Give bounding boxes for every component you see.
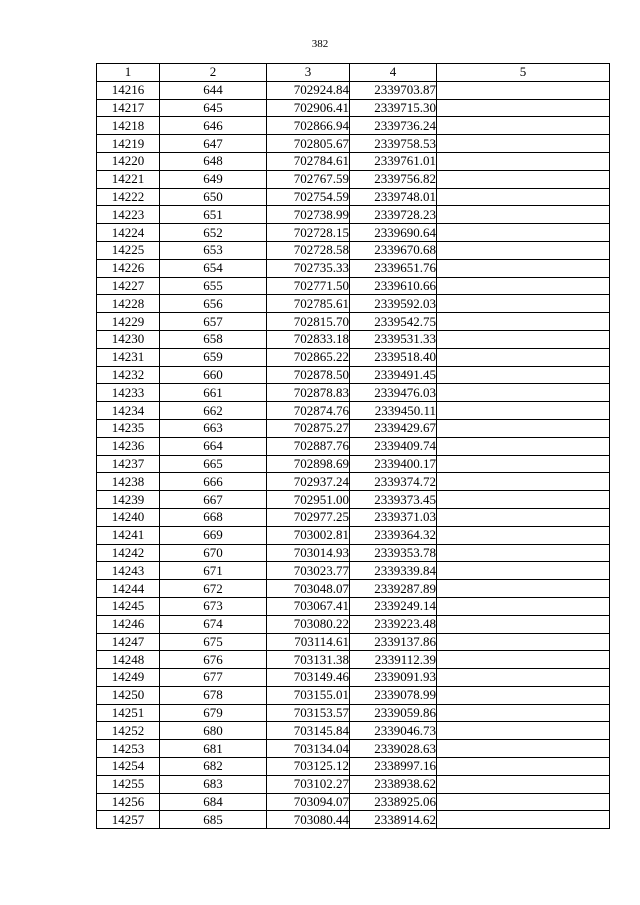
- y-coordinate-cell: 2339373.45: [350, 491, 437, 509]
- point-number-cell: 674: [160, 615, 267, 633]
- y-coordinate-cell: 2339287.89: [350, 580, 437, 598]
- point-number-cell: 663: [160, 419, 267, 437]
- note-cell: [437, 295, 610, 313]
- y-coordinate-cell: 2339112.39: [350, 651, 437, 669]
- row-id-cell: 14254: [97, 758, 160, 776]
- row-id-cell: 14236: [97, 437, 160, 455]
- row-id-cell: 14224: [97, 224, 160, 242]
- row-id-cell: 14230: [97, 330, 160, 348]
- x-coordinate-cell: 703067.41: [267, 597, 350, 615]
- table-row: [97, 117, 610, 135]
- row-id-cell: 14228: [97, 295, 160, 313]
- row-id-cell: 14218: [97, 117, 160, 135]
- table-row: [97, 259, 610, 277]
- x-coordinate-cell: 702805.67: [267, 135, 350, 153]
- column-header-3: 3: [267, 64, 350, 82]
- note-cell: [437, 348, 610, 366]
- point-number-cell: 675: [160, 633, 267, 651]
- row-id-cell: 14247: [97, 633, 160, 651]
- row-id-cell: 14257: [97, 811, 160, 829]
- row-id-cell: 14221: [97, 170, 160, 188]
- y-coordinate-cell: 2339137.86: [350, 633, 437, 651]
- note-cell: [437, 473, 610, 491]
- x-coordinate-cell: 702866.94: [267, 117, 350, 135]
- table-row: [97, 99, 610, 117]
- row-id-cell: 14226: [97, 259, 160, 277]
- x-coordinate-cell: 702738.99: [267, 206, 350, 224]
- note-cell: [437, 330, 610, 348]
- note-cell: [437, 758, 610, 776]
- y-coordinate-cell: 2339078.99: [350, 686, 437, 704]
- y-coordinate-cell: 2338938.62: [350, 775, 437, 793]
- table-row: [97, 135, 610, 153]
- point-number-cell: 682: [160, 758, 267, 776]
- page-number: 382: [311, 38, 329, 50]
- table-row: [97, 224, 610, 242]
- x-coordinate-cell: 703153.57: [267, 704, 350, 722]
- table-row: [97, 473, 610, 491]
- note-cell: [437, 597, 610, 615]
- point-number-cell: 683: [160, 775, 267, 793]
- note-cell: [437, 686, 610, 704]
- table-row: [97, 170, 610, 188]
- note-cell: [437, 241, 610, 259]
- x-coordinate-cell: 702951.00: [267, 491, 350, 509]
- row-id-cell: 14216: [97, 81, 160, 99]
- note-cell: [437, 384, 610, 402]
- table-body: [97, 81, 610, 828]
- row-id-cell: 14243: [97, 562, 160, 580]
- row-id-cell: 14235: [97, 419, 160, 437]
- row-id-cell: 14248: [97, 651, 160, 669]
- y-coordinate-cell: 2339353.78: [350, 544, 437, 562]
- table-row: [97, 366, 610, 384]
- y-coordinate-cell: 2339756.82: [350, 170, 437, 188]
- point-number-cell: 672: [160, 580, 267, 598]
- row-id-cell: 14222: [97, 188, 160, 206]
- row-id-cell: 14253: [97, 740, 160, 758]
- y-coordinate-cell: 2339690.64: [350, 224, 437, 242]
- note-cell: [437, 206, 610, 224]
- table-row: [97, 775, 610, 793]
- note-cell: [437, 419, 610, 437]
- y-coordinate-cell: 2339542.75: [350, 313, 437, 331]
- x-coordinate-cell: 702874.76: [267, 402, 350, 420]
- note-cell: [437, 669, 610, 687]
- row-id-cell: 14220: [97, 152, 160, 170]
- row-id-cell: 14234: [97, 402, 160, 420]
- column-header-4: 4: [350, 64, 437, 82]
- table-row: [97, 348, 610, 366]
- x-coordinate-cell: 702754.59: [267, 188, 350, 206]
- row-id-cell: 14225: [97, 241, 160, 259]
- x-coordinate-cell: 702833.18: [267, 330, 350, 348]
- row-id-cell: 14239: [97, 491, 160, 509]
- column-header-1: 1: [97, 64, 160, 82]
- x-coordinate-cell: 702728.15: [267, 224, 350, 242]
- note-cell: [437, 544, 610, 562]
- x-coordinate-cell: 703080.44: [267, 811, 350, 829]
- point-number-cell: 669: [160, 526, 267, 544]
- point-number-cell: 652: [160, 224, 267, 242]
- row-id-cell: 14237: [97, 455, 160, 473]
- point-number-cell: 677: [160, 669, 267, 687]
- note-cell: [437, 117, 610, 135]
- table-row: [97, 419, 610, 437]
- table-row: [97, 491, 610, 509]
- table-row: [97, 81, 610, 99]
- row-id-cell: 14245: [97, 597, 160, 615]
- y-coordinate-cell: 2339592.03: [350, 295, 437, 313]
- point-number-cell: 656: [160, 295, 267, 313]
- point-number-cell: 655: [160, 277, 267, 295]
- point-number-cell: 645: [160, 99, 267, 117]
- note-cell: [437, 135, 610, 153]
- x-coordinate-cell: 702977.25: [267, 508, 350, 526]
- x-coordinate-cell: 702771.50: [267, 277, 350, 295]
- table-row: [97, 562, 610, 580]
- x-coordinate-cell: 702924.84: [267, 81, 350, 99]
- y-coordinate-cell: 2339610.66: [350, 277, 437, 295]
- column-header-5: 5: [437, 64, 610, 82]
- note-cell: [437, 793, 610, 811]
- y-coordinate-cell: 2339400.17: [350, 455, 437, 473]
- y-coordinate-cell: 2338925.06: [350, 793, 437, 811]
- note-cell: [437, 704, 610, 722]
- x-coordinate-cell: 702784.61: [267, 152, 350, 170]
- point-number-cell: 685: [160, 811, 267, 829]
- point-number-cell: 644: [160, 81, 267, 99]
- y-coordinate-cell: 2339091.93: [350, 669, 437, 687]
- row-id-cell: 14241: [97, 526, 160, 544]
- table-row: [97, 633, 610, 651]
- x-coordinate-cell: 703014.93: [267, 544, 350, 562]
- table-row: [97, 580, 610, 598]
- y-coordinate-cell: 2339223.48: [350, 615, 437, 633]
- point-number-cell: 654: [160, 259, 267, 277]
- note-cell: [437, 224, 610, 242]
- note-cell: [437, 188, 610, 206]
- y-coordinate-cell: 2339491.45: [350, 366, 437, 384]
- x-coordinate-cell: 702906.41: [267, 99, 350, 117]
- y-coordinate-cell: 2339059.86: [350, 704, 437, 722]
- y-coordinate-cell: 2339703.87: [350, 81, 437, 99]
- y-coordinate-cell: 2339761.01: [350, 152, 437, 170]
- coordinates-table: [96, 63, 610, 829]
- note-cell: [437, 722, 610, 740]
- x-coordinate-cell: 702937.24: [267, 473, 350, 491]
- y-coordinate-cell: 2339371.03: [350, 508, 437, 526]
- x-coordinate-cell: 703131.38: [267, 651, 350, 669]
- table-row: [97, 811, 610, 829]
- point-number-cell: 657: [160, 313, 267, 331]
- row-id-cell: 14255: [97, 775, 160, 793]
- row-id-cell: 14229: [97, 313, 160, 331]
- note-cell: [437, 491, 610, 509]
- point-number-cell: 646: [160, 117, 267, 135]
- table-row: [97, 740, 610, 758]
- point-number-cell: 684: [160, 793, 267, 811]
- table-row: [97, 722, 610, 740]
- point-number-cell: 653: [160, 241, 267, 259]
- table-row: [97, 277, 610, 295]
- x-coordinate-cell: 703048.07: [267, 580, 350, 598]
- y-coordinate-cell: 2339715.30: [350, 99, 437, 117]
- point-number-cell: 665: [160, 455, 267, 473]
- point-number-cell: 681: [160, 740, 267, 758]
- x-coordinate-cell: 702815.70: [267, 313, 350, 331]
- table-row: [97, 188, 610, 206]
- table-row: [97, 793, 610, 811]
- row-id-cell: 14233: [97, 384, 160, 402]
- x-coordinate-cell: 703114.61: [267, 633, 350, 651]
- point-number-cell: 680: [160, 722, 267, 740]
- y-coordinate-cell: 2339450.11: [350, 402, 437, 420]
- row-id-cell: 14256: [97, 793, 160, 811]
- note-cell: [437, 259, 610, 277]
- point-number-cell: 658: [160, 330, 267, 348]
- x-coordinate-cell: 703102.27: [267, 775, 350, 793]
- note-cell: [437, 775, 610, 793]
- row-id-cell: 14251: [97, 704, 160, 722]
- table-row: [97, 615, 610, 633]
- y-coordinate-cell: 2338997.16: [350, 758, 437, 776]
- row-id-cell: 14240: [97, 508, 160, 526]
- x-coordinate-cell: 702875.27: [267, 419, 350, 437]
- note-cell: [437, 455, 610, 473]
- x-coordinate-cell: 703002.81: [267, 526, 350, 544]
- note-cell: [437, 99, 610, 117]
- row-id-cell: 14246: [97, 615, 160, 633]
- note-cell: [437, 811, 610, 829]
- point-number-cell: 676: [160, 651, 267, 669]
- point-number-cell: 647: [160, 135, 267, 153]
- y-coordinate-cell: 2339728.23: [350, 206, 437, 224]
- point-number-cell: 678: [160, 686, 267, 704]
- note-cell: [437, 170, 610, 188]
- point-number-cell: 650: [160, 188, 267, 206]
- point-number-cell: 668: [160, 508, 267, 526]
- x-coordinate-cell: 702878.50: [267, 366, 350, 384]
- note-cell: [437, 152, 610, 170]
- y-coordinate-cell: 2339409.74: [350, 437, 437, 455]
- x-coordinate-cell: 702785.61: [267, 295, 350, 313]
- note-cell: [437, 508, 610, 526]
- y-coordinate-cell: 2339531.33: [350, 330, 437, 348]
- y-coordinate-cell: 2339374.72: [350, 473, 437, 491]
- x-coordinate-cell: 702728.58: [267, 241, 350, 259]
- x-coordinate-cell: 703149.46: [267, 669, 350, 687]
- note-cell: [437, 313, 610, 331]
- row-id-cell: 14238: [97, 473, 160, 491]
- table-row: [97, 544, 610, 562]
- y-coordinate-cell: 2339476.03: [350, 384, 437, 402]
- point-number-cell: 673: [160, 597, 267, 615]
- note-cell: [437, 366, 610, 384]
- point-number-cell: 670: [160, 544, 267, 562]
- y-coordinate-cell: 2339758.53: [350, 135, 437, 153]
- column-header-2: 2: [160, 64, 267, 82]
- y-coordinate-cell: 2339364.32: [350, 526, 437, 544]
- y-coordinate-cell: 2339651.76: [350, 259, 437, 277]
- row-id-cell: 14227: [97, 277, 160, 295]
- y-coordinate-cell: 2339339.84: [350, 562, 437, 580]
- point-number-cell: 651: [160, 206, 267, 224]
- note-cell: [437, 562, 610, 580]
- note-cell: [437, 580, 610, 598]
- note-cell: [437, 740, 610, 758]
- y-coordinate-cell: 2339046.73: [350, 722, 437, 740]
- point-number-cell: 660: [160, 366, 267, 384]
- table-row: [97, 704, 610, 722]
- table-row: [97, 508, 610, 526]
- row-id-cell: 14232: [97, 366, 160, 384]
- point-number-cell: 671: [160, 562, 267, 580]
- row-id-cell: 14231: [97, 348, 160, 366]
- y-coordinate-cell: 2338914.62: [350, 811, 437, 829]
- note-cell: [437, 277, 610, 295]
- row-id-cell: 14242: [97, 544, 160, 562]
- note-cell: [437, 402, 610, 420]
- table-row: [97, 686, 610, 704]
- row-id-cell: 14249: [97, 669, 160, 687]
- x-coordinate-cell: 702887.76: [267, 437, 350, 455]
- x-coordinate-cell: 703023.77: [267, 562, 350, 580]
- x-coordinate-cell: 703080.22: [267, 615, 350, 633]
- table-row: [97, 330, 610, 348]
- x-coordinate-cell: 703134.04: [267, 740, 350, 758]
- y-coordinate-cell: 2339748.01: [350, 188, 437, 206]
- note-cell: [437, 615, 610, 633]
- row-id-cell: 14219: [97, 135, 160, 153]
- table-row: [97, 597, 610, 615]
- x-coordinate-cell: 702898.69: [267, 455, 350, 473]
- table-row: [97, 455, 610, 473]
- y-coordinate-cell: 2339429.67: [350, 419, 437, 437]
- point-number-cell: 661: [160, 384, 267, 402]
- row-id-cell: 14223: [97, 206, 160, 224]
- note-cell: [437, 526, 610, 544]
- x-coordinate-cell: 702767.59: [267, 170, 350, 188]
- table-row: [97, 402, 610, 420]
- row-id-cell: 14252: [97, 722, 160, 740]
- x-coordinate-cell: 703155.01: [267, 686, 350, 704]
- table-row: [97, 758, 610, 776]
- row-id-cell: 14250: [97, 686, 160, 704]
- y-coordinate-cell: 2339028.63: [350, 740, 437, 758]
- y-coordinate-cell: 2339518.40: [350, 348, 437, 366]
- table-row: [97, 206, 610, 224]
- table-row: [97, 526, 610, 544]
- y-coordinate-cell: 2339736.24: [350, 117, 437, 135]
- point-number-cell: 659: [160, 348, 267, 366]
- note-cell: [437, 81, 610, 99]
- point-number-cell: 679: [160, 704, 267, 722]
- x-coordinate-cell: 703094.07: [267, 793, 350, 811]
- table-row: [97, 313, 610, 331]
- point-number-cell: 649: [160, 170, 267, 188]
- point-number-cell: 667: [160, 491, 267, 509]
- table-row: [97, 651, 610, 669]
- note-cell: [437, 633, 610, 651]
- x-coordinate-cell: 702878.83: [267, 384, 350, 402]
- y-coordinate-cell: 2339249.14: [350, 597, 437, 615]
- row-id-cell: 14244: [97, 580, 160, 598]
- note-cell: [437, 651, 610, 669]
- table-row: [97, 384, 610, 402]
- table-row: [97, 152, 610, 170]
- note-cell: [437, 437, 610, 455]
- table-row: [97, 241, 610, 259]
- point-number-cell: 664: [160, 437, 267, 455]
- x-coordinate-cell: 703145.84: [267, 722, 350, 740]
- y-coordinate-cell: 2339670.68: [350, 241, 437, 259]
- point-number-cell: 648: [160, 152, 267, 170]
- row-id-cell: 14217: [97, 99, 160, 117]
- table-row: [97, 295, 610, 313]
- x-coordinate-cell: 702735.33: [267, 259, 350, 277]
- x-coordinate-cell: 702865.22: [267, 348, 350, 366]
- table-row: [97, 437, 610, 455]
- x-coordinate-cell: 703125.12: [267, 758, 350, 776]
- point-number-cell: 666: [160, 473, 267, 491]
- table-row: [97, 669, 610, 687]
- point-number-cell: 662: [160, 402, 267, 420]
- table-header-row: [97, 64, 610, 82]
